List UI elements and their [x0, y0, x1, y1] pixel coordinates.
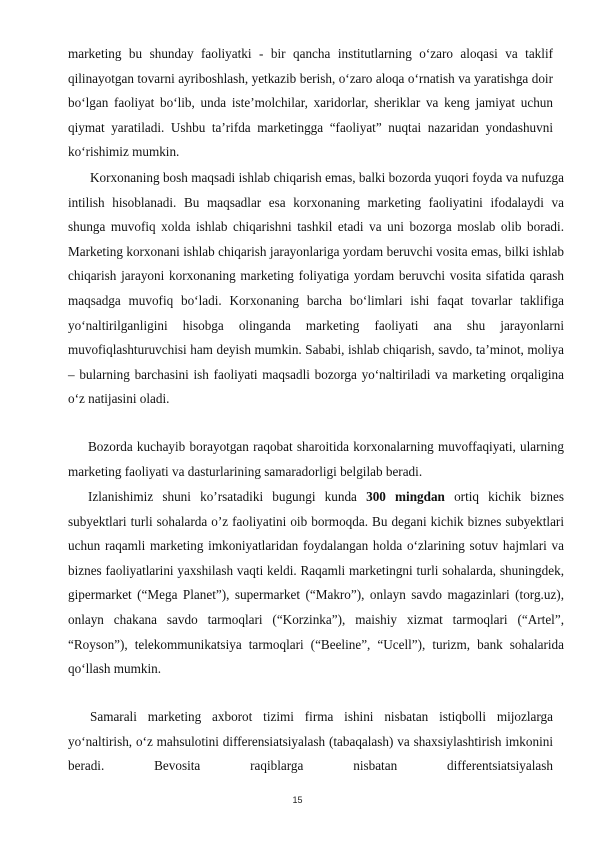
paragraph-text-after: ortiq kichik biznes subyektlari turli sohalarda o’z faoliyatini oib bormoqda. Bu degani kichik biznes subyektlari uchun raqamli marketing imkoniyatlaridan foydalangan holda o‘zlarining sotuv hajmlari va biznes faoliyatlarini yaxshilash vaqti keldi. Raqamli marketingni turli sohalarda, shuningdek, gipermarket (“Mega Planet”), supermarket (“Makro”), onlayn savdo magazinlari (torg.uz), onlayn chakana savdo tarmoqlari (“Korzinka”), maishiy xizmat tarmoqlari (“Artel”, “Royson”), telekommunikatsiya tarmoqlari (“Beeline”, “Ucell”), turizm, bank sohalarida qo‘llash mumkin.: [68, 489, 564, 677]
paragraph-text: marketing bu shunday faoliyatki - bir qancha institutlarning o‘zaro aloqasi va taklif qilinayotgan tovarni ayriboshlash, yetkazib berish, o‘zaro aloqa o‘rnatish va yaratishga doir bo‘lgan faoliyat bo‘lib, unda iste’molchilar, xaridorlar, sheriklar va keng jamiyat uchun qiymat yaratiladi. Ushbu ta’rifda marketingga “faoliyat” nuqtai nazaridan yondashuvni ko‘rishimiz mumkin.: [68, 46, 553, 160]
paragraph-text: Korxonaning bosh maqsadi ishlab chiqarish emas, balki bozorda yuqori foyda va nufuzga intilish hisoblanadi. Bu maqsadlar esa korxonaning marketing faoliyatini ifodalaydi va shunga muvofiq xolda ishlab chiqarishni tashkil etadi va uni bozorga moslab olib boradi. Marketing korxonani ishlab chiqarish jarayonlariga yordam beruvchi vosita emas, bilki ishlab chiqarish jarayoni korxonaning marketing foliyatiga yordam beruvchi vosita sifatida qarash maqsadga muvofiq bo‘ladi. Korxonaning barcha bo‘limlari ishi faqat tovarlar taklifiga yo‘naltirilganligini hisobga olinganda marketing faoliyati ana shu jarayonlarni muvofiqlashturuvchisi ham deyish mumkin. Sababi, ishlab chiqarish, savdo, ta’minot, moliya – bularning barchasini ish faoliyati maqsadli bozorga yo‘naltiriladi va marketing orqaligina o‘z natijasini oladi.: [68, 170, 564, 407]
paragraph-information-system: [68, 705, 553, 779]
paragraph-marketing-definition: [68, 42, 553, 165]
paragraph-text: Bozorda kuchayib borayotgan raqobat sharoitida korxonalarning muvoffaqiyati, ularning marketing faoliyati va dasturlarining samaradorligi belgilab beradi.: [68, 439, 564, 479]
paragraph-text-before: Izlanishimiz shuni ko’rsatadiki bugungi kunda: [88, 489, 367, 504]
paragraph-competition: [68, 435, 564, 484]
page-number: 15: [292, 795, 303, 805]
paragraph-text: Samarali marketing axborot tizimi firma ishini nisbatan istiqbolli mijozlarga yo‘naltirish, o‘z mahsulotini differensiatsiyalash (tabaqalash) va shaxsiylashtirish imkonini beradi. Bevosita raqiblarga nisbatan differentsiatsiyalash: [68, 709, 553, 774]
paragraph-small-business: [68, 485, 564, 682]
bold-number: 300 mingdan: [366, 489, 445, 504]
paragraph-company-goal: [68, 166, 564, 412]
